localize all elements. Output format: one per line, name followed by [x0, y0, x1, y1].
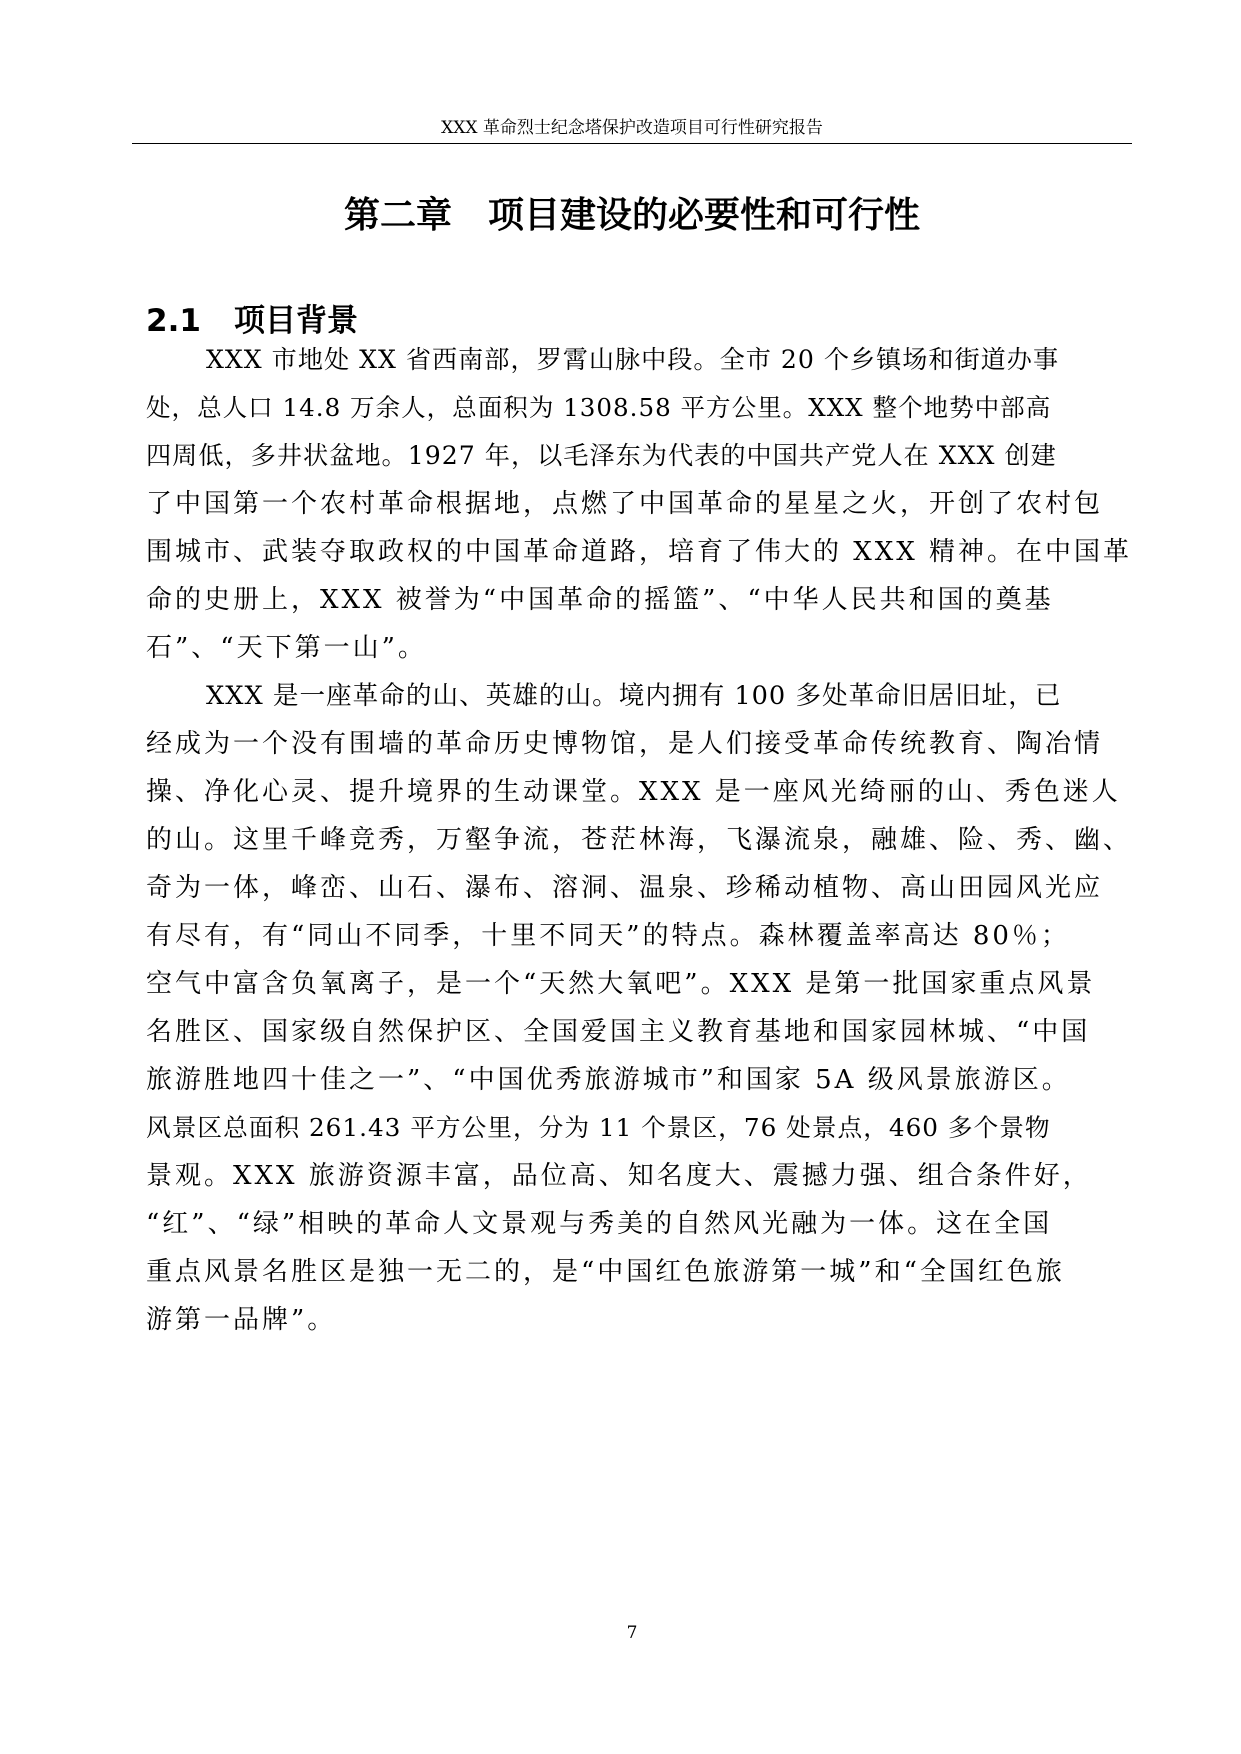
paragraph-2-line-5: 奇为一体，峰峦、山石、瀑布、溶洞、温泉、珍稀动植物、高山田园风光应	[146, 873, 1104, 903]
paragraph-2-line-1: XXX 是一座革命的山、英雄的山。境内拥有 100 多处革命旧居旧址，已	[206, 681, 1062, 711]
paragraph-2-line-8: 名胜区、国家级自然保护区、全国爱国主义教育基地和国家园林城、“中国	[146, 1017, 1091, 1047]
paragraph-2-line-14: 游第一品牌”。	[146, 1305, 337, 1335]
paragraph-2-line-9: 旅游胜地四十佳之一”、“中国优秀旅游城市”和国家 5A 级风景旅游区。	[146, 1065, 1071, 1095]
section-heading	[146, 300, 358, 342]
paragraph-2-line-2: 经成为一个没有围墙的革命历史博物馆，是人们接受革命传统教育、陶冶情	[146, 729, 1104, 759]
paragraph-1-line-2: 处，总人口 14.8 万余人，总面积为 1308.58 平方公里。XXX 整个地势中部高	[146, 393, 1052, 422]
running-header: XXX 革命烈士纪念塔保护改造项目可行性研究报告	[441, 118, 823, 138]
paragraph-2-line-12: “红”、“绿”相映的革命人文景观与秀美的自然风光融为一体。这在全国	[146, 1209, 1053, 1239]
chapter-title: 第二章 项目建设的必要性和可行性	[343, 195, 920, 236]
section-number: 2.1	[146, 303, 201, 339]
header-divider	[132, 143, 1132, 144]
paragraph-2-line-7: 空气中富含负氧离子，是一个“天然大氧吧”。XXX 是第一批国家重点风景	[146, 969, 1096, 999]
paragraph-1-line-1: XXX 市地处 XX 省西南部，罗霄山脉中段。全市 20 个乡镇场和街道办事	[206, 345, 1060, 374]
paragraph-1-line-7: 石”、“天下第一山”。	[146, 633, 427, 663]
paragraph-1-line-6: 命的史册上，XXX 被誉为“中国革命的摇篮”、“中华人民共和国的奠基	[146, 585, 1054, 615]
paragraph-1-line-5: 围城市、武装夺取政权的中国革命道路，培育了伟大的 XXX 精神。在中国革	[146, 537, 1133, 567]
paragraph-2-line-11: 景观。XXX 旅游资源丰富，品位高、知名度大、震撼力强、组合条件好，	[146, 1161, 1092, 1191]
paragraph-2-line-6: 有尽有，有“同山不同季，十里不同天”的特点。森林覆盖率高达 80％；	[146, 921, 1070, 951]
section-title: 项目背景	[234, 303, 358, 339]
paragraph-1-line-3: 四周低，多井状盆地。1927 年，以毛泽东为代表的中国共产党人在 XXX 创建	[146, 441, 1057, 470]
paragraph-2-line-3: 操、净化心灵、提升境界的生动课堂。XXX 是一座风光绮丽的山、秀色迷人	[146, 777, 1121, 807]
paragraph-2-line-13: 重点风景名胜区是独一无二的，是“中国红色旅游第一城”和“全国红色旅	[146, 1257, 1065, 1287]
paragraph-1-line-4: 了中国第一个农村革命根据地，点燃了中国革命的星星之火，开创了农村包	[146, 489, 1104, 519]
page-number: 7	[626, 1623, 638, 1643]
paragraph-2-line-4: 的山。这里千峰竞秀，万壑争流，苍茫林海，飞瀑流泉，融雄、险、秀、幽、	[146, 825, 1133, 855]
paragraph-2-line-10: 风景区总面积 261.43 平方公里，分为 11 个景区，76 处景点，460 多个景物	[146, 1113, 1051, 1142]
